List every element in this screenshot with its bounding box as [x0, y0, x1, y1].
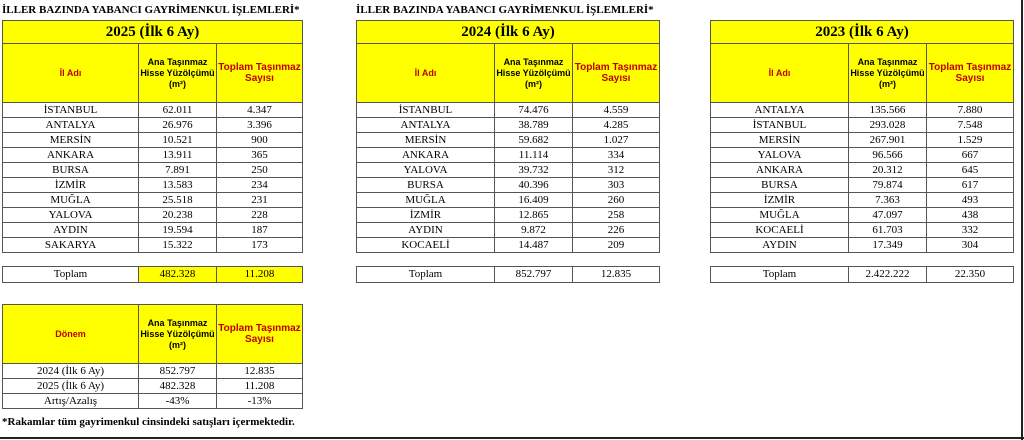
cell-province: ANTALYA [357, 118, 495, 133]
total-count: 22.350 [927, 267, 1014, 283]
cell-area: 96.566 [849, 148, 927, 163]
table-row [3, 163, 303, 178]
cell-province: İZMİR [711, 193, 849, 208]
column-header-area: Ana Taşınmaz Hisse Yüzölçümü (m²) [849, 44, 927, 103]
cell-area: 26.976 [139, 118, 217, 133]
cell-area: 79.874 [849, 178, 927, 193]
table-row [711, 193, 1014, 208]
cell-province: ANKARA [3, 148, 139, 163]
cell-count: 438 [927, 208, 1014, 223]
column-header-count: Toplam Taşınmaz Sayısı [927, 44, 1014, 103]
cell-area: 38.789 [495, 118, 573, 133]
cell-province: BURSA [3, 163, 139, 178]
table-row [711, 223, 1014, 238]
cell-province: AYDIN [357, 223, 495, 238]
cell-province: YALOVA [711, 148, 849, 163]
cell-area: 267.901 [849, 133, 927, 148]
cell-province: MERSİN [357, 133, 495, 148]
header-row [711, 44, 1014, 103]
spacer-row [3, 253, 303, 267]
column-header-count: Toplam Taşınmaz Sayısı [217, 44, 303, 103]
cell-area: 852.797 [139, 364, 217, 379]
column-header-province: İl Adı [3, 44, 139, 103]
cell-area: 293.028 [849, 118, 927, 133]
table-row [3, 238, 303, 253]
title-row [711, 21, 1014, 44]
cell-area: 7.363 [849, 193, 927, 208]
table-2023 [710, 20, 1014, 283]
cell-province: KOCAELİ [357, 238, 495, 253]
cell-area: 9.872 [495, 223, 573, 238]
column-header-province: İl Adı [711, 44, 849, 103]
cell-count: 11.208 [217, 379, 303, 394]
cell-count: 4.285 [573, 118, 660, 133]
cell-area: 39.732 [495, 163, 573, 178]
cell-area: 14.487 [495, 238, 573, 253]
heading-left: İLLER BAZINDA YABANCI GAYRİMENKUL İŞLEMLERİ* [2, 4, 300, 16]
table-row [711, 178, 1014, 193]
cell-count: 1.027 [573, 133, 660, 148]
total-row [357, 267, 660, 283]
cell-province: AYDIN [711, 238, 849, 253]
cell-area: -43% [139, 394, 217, 409]
cell-count: 332 [927, 223, 1014, 238]
cell-province: İZMİR [357, 208, 495, 223]
table-2024 [356, 20, 660, 283]
cell-count: 334 [573, 148, 660, 163]
cell-period: 2024 (İlk 6 Ay) [3, 364, 139, 379]
table-2023-panel [710, 20, 1014, 283]
table-2025-panel [2, 20, 303, 283]
cell-province: MUĞLA [3, 193, 139, 208]
cell-province: BURSA [357, 178, 495, 193]
total-label: Toplam [357, 267, 495, 283]
header-row [3, 44, 303, 103]
cell-area: 7.891 [139, 163, 217, 178]
total-row [711, 267, 1014, 283]
column-header-count: Toplam Taşınmaz Sayısı [217, 305, 303, 364]
cell-area: 25.518 [139, 193, 217, 208]
spacer-cell [3, 253, 303, 267]
column-header-area: Ana Taşınmaz Hisse Yüzölçümü (m²) [139, 305, 217, 364]
cell-province: YALOVA [357, 163, 495, 178]
cell-province: ANKARA [357, 148, 495, 163]
cell-count: 173 [217, 238, 303, 253]
cell-count: 365 [217, 148, 303, 163]
total-label: Toplam [3, 267, 139, 283]
comparison-panel [2, 304, 303, 409]
table-row [3, 193, 303, 208]
spacer-row [357, 253, 660, 267]
column-header-period: Dönem [3, 305, 139, 364]
cell-province: BURSA [711, 178, 849, 193]
cell-area: 74.476 [495, 103, 573, 118]
cell-area: 20.312 [849, 163, 927, 178]
cell-count: 667 [927, 148, 1014, 163]
total-label: Toplam [711, 267, 849, 283]
header-row [357, 44, 660, 103]
cell-area: 15.322 [139, 238, 217, 253]
cell-area: 47.097 [849, 208, 927, 223]
cell-count: 228 [217, 208, 303, 223]
table-row [711, 148, 1014, 163]
cell-area: 13.911 [139, 148, 217, 163]
cell-area: 19.594 [139, 223, 217, 238]
cell-area: 10.521 [139, 133, 217, 148]
cell-province: KOCAELİ [711, 223, 849, 238]
table-row [3, 178, 303, 193]
cell-count: 900 [217, 133, 303, 148]
cell-province: MUĞLA [357, 193, 495, 208]
table-title: 2024 (İlk 6 Ay) [357, 21, 660, 44]
cell-count: 7.880 [927, 103, 1014, 118]
table-row [357, 103, 660, 118]
cell-area: 40.396 [495, 178, 573, 193]
cell-count: 304 [927, 238, 1014, 253]
footnote: *Rakamlar tüm gayrimenkul cinsindeki satışları içermektedir. [2, 416, 295, 428]
cell-count: 209 [573, 238, 660, 253]
cell-count: 303 [573, 178, 660, 193]
cell-count: 493 [927, 193, 1014, 208]
table-row [357, 148, 660, 163]
cell-province: ANKARA [711, 163, 849, 178]
total-area: 2.422.222 [849, 267, 927, 283]
table-row [357, 178, 660, 193]
cell-area: 12.865 [495, 208, 573, 223]
cell-province: MERSİN [3, 133, 139, 148]
cell-period: 2025 (İlk 6 Ay) [3, 379, 139, 394]
cell-count: 7.548 [927, 118, 1014, 133]
column-header-count: Toplam Taşınmaz Sayısı [573, 44, 660, 103]
cell-province: İSTANBUL [3, 103, 139, 118]
cell-area: 20.238 [139, 208, 217, 223]
cell-count: 234 [217, 178, 303, 193]
right-border [1021, 0, 1023, 440]
cell-province: İSTANBUL [711, 118, 849, 133]
spacer-cell [711, 253, 1014, 267]
cell-area: 62.011 [139, 103, 217, 118]
table-2024-panel [356, 20, 660, 283]
spacer-row [711, 253, 1014, 267]
total-count: 12.835 [573, 267, 660, 283]
table-row [3, 208, 303, 223]
table-row [357, 223, 660, 238]
spacer-cell [357, 253, 660, 267]
table-row [357, 163, 660, 178]
cell-area: 16.409 [495, 193, 573, 208]
column-header-province: İl Adı [357, 44, 495, 103]
comparison-row [3, 364, 303, 379]
comparison-row [3, 379, 303, 394]
cell-province: ANTALYA [3, 118, 139, 133]
cell-count: 12.835 [217, 364, 303, 379]
cell-count: 258 [573, 208, 660, 223]
table-row [3, 133, 303, 148]
column-header-area: Ana Taşınmaz Hisse Yüzölçümü (m²) [495, 44, 573, 103]
total-area: 852.797 [495, 267, 573, 283]
cell-province: MERSİN [711, 133, 849, 148]
cell-province: İSTANBUL [357, 103, 495, 118]
table-row [711, 163, 1014, 178]
cell-count: 3.396 [217, 118, 303, 133]
cell-area: 135.566 [849, 103, 927, 118]
cell-province: MUĞLA [711, 208, 849, 223]
table-row [711, 133, 1014, 148]
cell-area: 59.682 [495, 133, 573, 148]
cell-count: 226 [573, 223, 660, 238]
table-row [711, 208, 1014, 223]
cell-area: 482.328 [139, 379, 217, 394]
table-row [3, 223, 303, 238]
cell-period: Artış/Azalış [3, 394, 139, 409]
table-row [357, 208, 660, 223]
cell-count: -13% [217, 394, 303, 409]
cell-count: 231 [217, 193, 303, 208]
bottom-border [0, 437, 1024, 439]
cell-province: SAKARYA [3, 238, 139, 253]
table-row [711, 103, 1014, 118]
cell-count: 187 [217, 223, 303, 238]
title-row [3, 21, 303, 44]
cell-province: İZMİR [3, 178, 139, 193]
table-row [3, 148, 303, 163]
table-row [711, 118, 1014, 133]
cell-count: 312 [573, 163, 660, 178]
table-row [357, 133, 660, 148]
cell-count: 4.347 [217, 103, 303, 118]
comparison-table [2, 304, 303, 409]
cell-count: 1.529 [927, 133, 1014, 148]
table-row [711, 238, 1014, 253]
cell-area: 11.114 [495, 148, 573, 163]
total-area: 482.328 [139, 267, 217, 283]
table-2025 [2, 20, 303, 283]
cell-count: 645 [927, 163, 1014, 178]
table-row [357, 238, 660, 253]
cell-province: YALOVA [3, 208, 139, 223]
table-title: 2023 (İlk 6 Ay) [711, 21, 1014, 44]
comparison-row [3, 394, 303, 409]
heading-middle: İLLER BAZINDA YABANCI GAYRİMENKUL İŞLEMLERİ* [356, 4, 654, 16]
cell-area: 17.349 [849, 238, 927, 253]
cell-area: 13.583 [139, 178, 217, 193]
cell-count: 260 [573, 193, 660, 208]
table-row [357, 118, 660, 133]
cell-count: 4.559 [573, 103, 660, 118]
total-row [3, 267, 303, 283]
comparison-header-row [3, 305, 303, 364]
column-header-area: Ana Taşınmaz Hisse Yüzölçümü (m²) [139, 44, 217, 103]
table-title: 2025 (İlk 6 Ay) [3, 21, 303, 44]
cell-area: 61.703 [849, 223, 927, 238]
table-row [3, 103, 303, 118]
total-count: 11.208 [217, 267, 303, 283]
cell-province: AYDIN [3, 223, 139, 238]
cell-count: 617 [927, 178, 1014, 193]
cell-province: ANTALYA [711, 103, 849, 118]
table-row [357, 193, 660, 208]
cell-count: 250 [217, 163, 303, 178]
table-row [3, 118, 303, 133]
title-row [357, 21, 660, 44]
